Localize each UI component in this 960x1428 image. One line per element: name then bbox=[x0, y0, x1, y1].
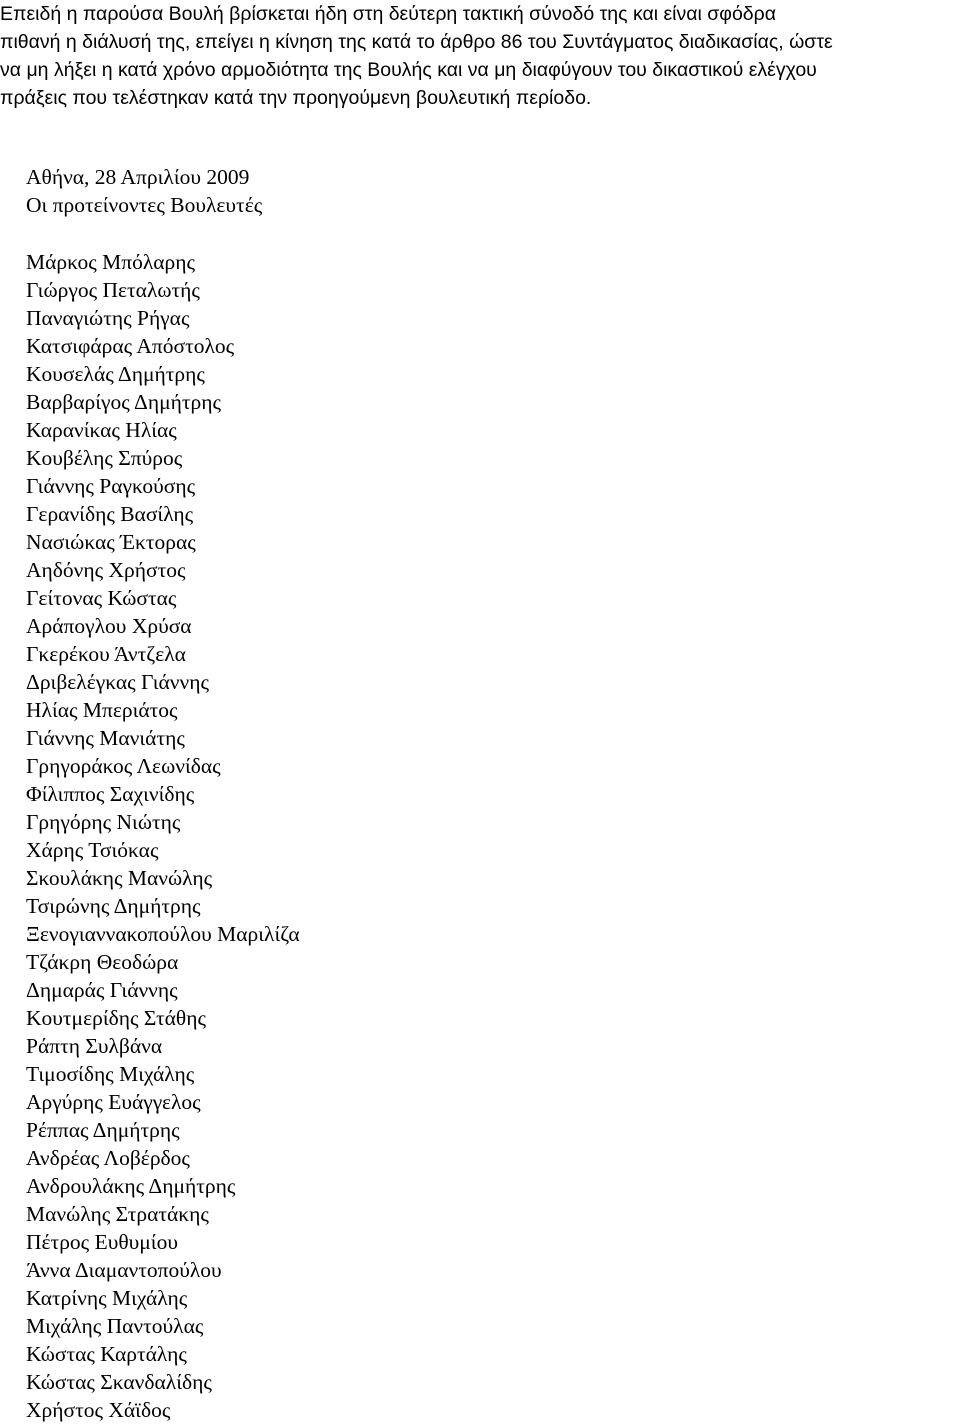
signatory-name: Τσιρώνης Δημήτρης bbox=[26, 894, 201, 918]
signatory-name: Αηδόνης Χρήστος bbox=[26, 558, 186, 582]
signatory-name: Κατσιφάρας Απόστολος bbox=[26, 334, 235, 358]
intro-paragraph bbox=[0, 0, 960, 112]
signatory-name: Ανδρουλάκης Δημήτρης bbox=[26, 1174, 236, 1198]
signatory-name: Δημαράς Γιάννης bbox=[26, 978, 178, 1002]
signatory-name: Γιάννης Ραγκούσης bbox=[26, 474, 196, 498]
signatory-name: Κουσελάς Δημήτρης bbox=[26, 362, 205, 386]
signatory-name: Άννα Διαμαντοπούλου bbox=[26, 1258, 222, 1282]
signatory-name: Χάρης Τσιόκας bbox=[26, 838, 159, 862]
signatory-name: Γρηγοράκος Λεωνίδας bbox=[26, 754, 221, 778]
signatory-name: Τζάκρη Θεοδώρα bbox=[26, 950, 179, 974]
signatory-name: Κουτμερίδης Στάθης bbox=[26, 1006, 206, 1030]
signatory-name: Μάρκος Μπόλαρης bbox=[26, 250, 196, 274]
signatory-name: Αργύρης Ευάγγελος bbox=[26, 1090, 201, 1114]
signatory-name: Δριβελέγκας Γιάννης bbox=[26, 670, 209, 694]
signatory-name: Ράπτη Συλβάνα bbox=[26, 1034, 163, 1058]
signatory-name: Ρέππας Δημήτρης bbox=[26, 1118, 180, 1142]
signatory-name: Μιχάλης Παντούλας bbox=[26, 1314, 204, 1338]
signatory-name: Κώστας Καρτάλης bbox=[26, 1342, 187, 1366]
signatory-name: Ξενογιαννακοπούλου Μαριλίζα bbox=[26, 922, 300, 946]
signatory-name: Τιμοσίδης Μιχάλης bbox=[26, 1062, 195, 1086]
signatory-name: Καρανίκας Ηλίας bbox=[26, 418, 177, 442]
signatory-name: Γερανίδης Βασίλης bbox=[26, 502, 194, 526]
signatory-name: Παναγιώτης Ρήγας bbox=[26, 306, 190, 330]
signatory-name: Ανδρέας Λοβέρδος bbox=[26, 1146, 190, 1170]
place-date: Αθήνα, 28 Απριλίου 2009 bbox=[26, 165, 250, 189]
signatory-name: Πέτρος Ευθυμίου bbox=[26, 1230, 178, 1254]
signatory-name: Νασιώκας Έκτορας bbox=[26, 530, 196, 554]
signatory-name: Χρήστος Χάϊδος bbox=[26, 1398, 171, 1422]
signatory-name: Γιάννης Μανιάτης bbox=[26, 726, 185, 750]
intro-line: να μη λήξει η κατά χρόνο αρμοδιότητα της Βουλής και να μη διαφύγουν του δικαστικού ελέγχου bbox=[0, 59, 817, 81]
signatory-name: Γκερέκου Άντζελα bbox=[26, 642, 186, 666]
intro-line: Επειδή η παρούσα Βουλή βρίσκεται ήδη στη δεύτερη τακτική σύνοδό της και είναι σφόδρα bbox=[0, 3, 777, 25]
signatory-name: Κουβέλης Σπύρος bbox=[26, 446, 183, 470]
signatory-name: Μανώλης Στρατάκης bbox=[26, 1202, 209, 1226]
intro-line: πιθανή η διάλυσή της, επείγει η κίνηση της κατά το άρθρο 86 του Συντάγματος διαδικασίας, ώστε bbox=[0, 31, 833, 53]
signatory-name: Αράπογλου Χρύσα bbox=[26, 614, 192, 638]
signatory-name: Γείτονας Κώστας bbox=[26, 586, 177, 610]
signatory-name: Φίλιππος Σαχινίδης bbox=[26, 782, 195, 806]
signatory-name: Γρηγόρης Νιώτης bbox=[26, 810, 181, 834]
signature-block bbox=[26, 163, 262, 219]
signatory-name: Ηλίας Μπεριάτος bbox=[26, 698, 178, 722]
signatory-list bbox=[26, 248, 300, 1424]
signatory-name: Κατρίνης Μιχάλης bbox=[26, 1286, 188, 1310]
signatory-name: Βαρβαρίγος Δημήτρης bbox=[26, 390, 221, 414]
signatory-name: Σκουλάκης Μανώλης bbox=[26, 866, 213, 890]
intro-line: πράξεις που τελέστηκαν κατά την προηγούμενη βουλευτική περίοδο. bbox=[0, 87, 592, 109]
signatories-heading: Οι προτείνοντες Βουλευτές bbox=[26, 193, 263, 217]
signatory-name: Γιώργος Πεταλωτής bbox=[26, 278, 200, 302]
signatory-name: Κώστας Σκανδαλίδης bbox=[26, 1370, 212, 1394]
